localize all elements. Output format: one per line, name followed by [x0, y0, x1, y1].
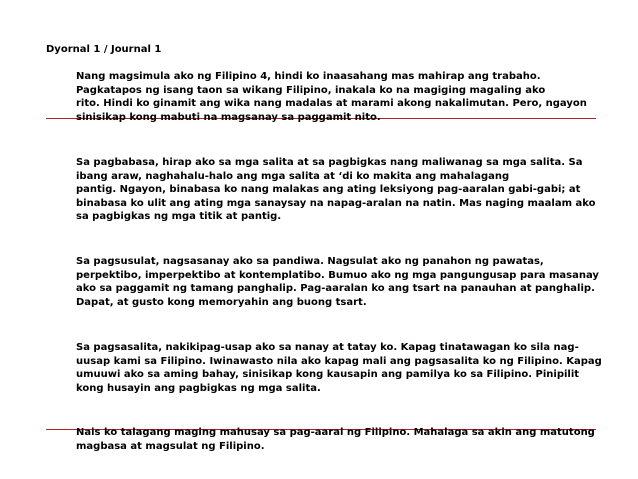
- paragraph-line: Sa pagbabasa, hirap ako sa mga salita at sa pagbigkas nang maliwanag sa mga salita. Sa: [76, 157, 583, 168]
- paragraph-line: binabasa ko ulit ang ating mga sanaysay na napag-aralan na natin. Mas naging maalam ako: [76, 197, 596, 209]
- paragraph-line: umuuwi ako sa aming bahay, sinisikap kong kausapin ang pamilya ko sa Filipino. Pinipilit: [76, 369, 580, 380]
- paragraph-speaking: [76, 341, 602, 395]
- paragraph-line: Pagkatapos ng isang taon sa wikang Filipino, inakala ko na magiging magaling ako: [76, 84, 546, 96]
- paragraph-line: ako sa paggamit ng tamang panghalip. Pag-aaralan ko ang tsart na panauhan at panghalip.: [76, 283, 595, 294]
- paragraph-line: sa pagbigkas ng mga titik at pantig.: [76, 211, 282, 222]
- paragraph-line: Sa pagsusulat, nagsasanay ako sa pandiwa. Nagsulat ako ng panahon ng pawatas,: [76, 256, 544, 267]
- paragraph-introduction: [76, 70, 596, 124]
- paragraph-reading: [76, 156, 596, 224]
- paragraph-line: pantig. Ngayon, binabasa ko nang malakas ang ating leksiyong pag-aaralan gabi-gabi; at: [76, 184, 581, 195]
- paragraph-line: Nang magsimula ako ng Filipino 4, hindi ko inaasahang mas mahirap ang trabaho.: [76, 71, 541, 82]
- paragraph-line: Sa pagsasalita, nakikipag-usap ako sa nanay at tatay ko. Kapag tinatawagan ko sila nag-: [76, 342, 579, 353]
- paragraph-line: kong husayin ang pagbigkas ng mga salita.: [76, 382, 321, 394]
- paragraph-line: rito. Hindi ko ginamit ang wika nang madalas at marami akong nakalimutan. Pero, ngayon: [76, 98, 587, 109]
- paragraph-writing: [76, 255, 599, 309]
- paragraph-line: Dapat, at gusto kong memoryahin ang buong tsart.: [76, 296, 367, 308]
- paragraph-line: sinisikap kong mabuti na magsanay sa paggamit nito.: [76, 111, 381, 123]
- paragraph-line: ibang araw, naghahalu-halo ang mga salita at ‘di ko makita ang mahalagang: [76, 170, 510, 182]
- paragraph-line: perpektibo, imperpektibo at kontemplatibo. Bumuo ako ng mga pangungusap para masanay: [76, 269, 599, 281]
- paragraph-line: uusap kami sa Filipino. Iwinawasto nila ako kapag mali ang pagsasalita ko ng Filipino. Kapag: [76, 355, 602, 367]
- paragraph-line: Nais ko talagang maging mahusay sa pag-aaral ng Filipino. Mahalaga sa akin ang matutong: [76, 427, 595, 438]
- journal-heading: Dyornal 1 / Journal 1: [46, 44, 162, 55]
- paragraph-line: magbasa at magsulat ng Filipino.: [76, 440, 265, 452]
- paragraph-conclusion: [76, 426, 596, 453]
